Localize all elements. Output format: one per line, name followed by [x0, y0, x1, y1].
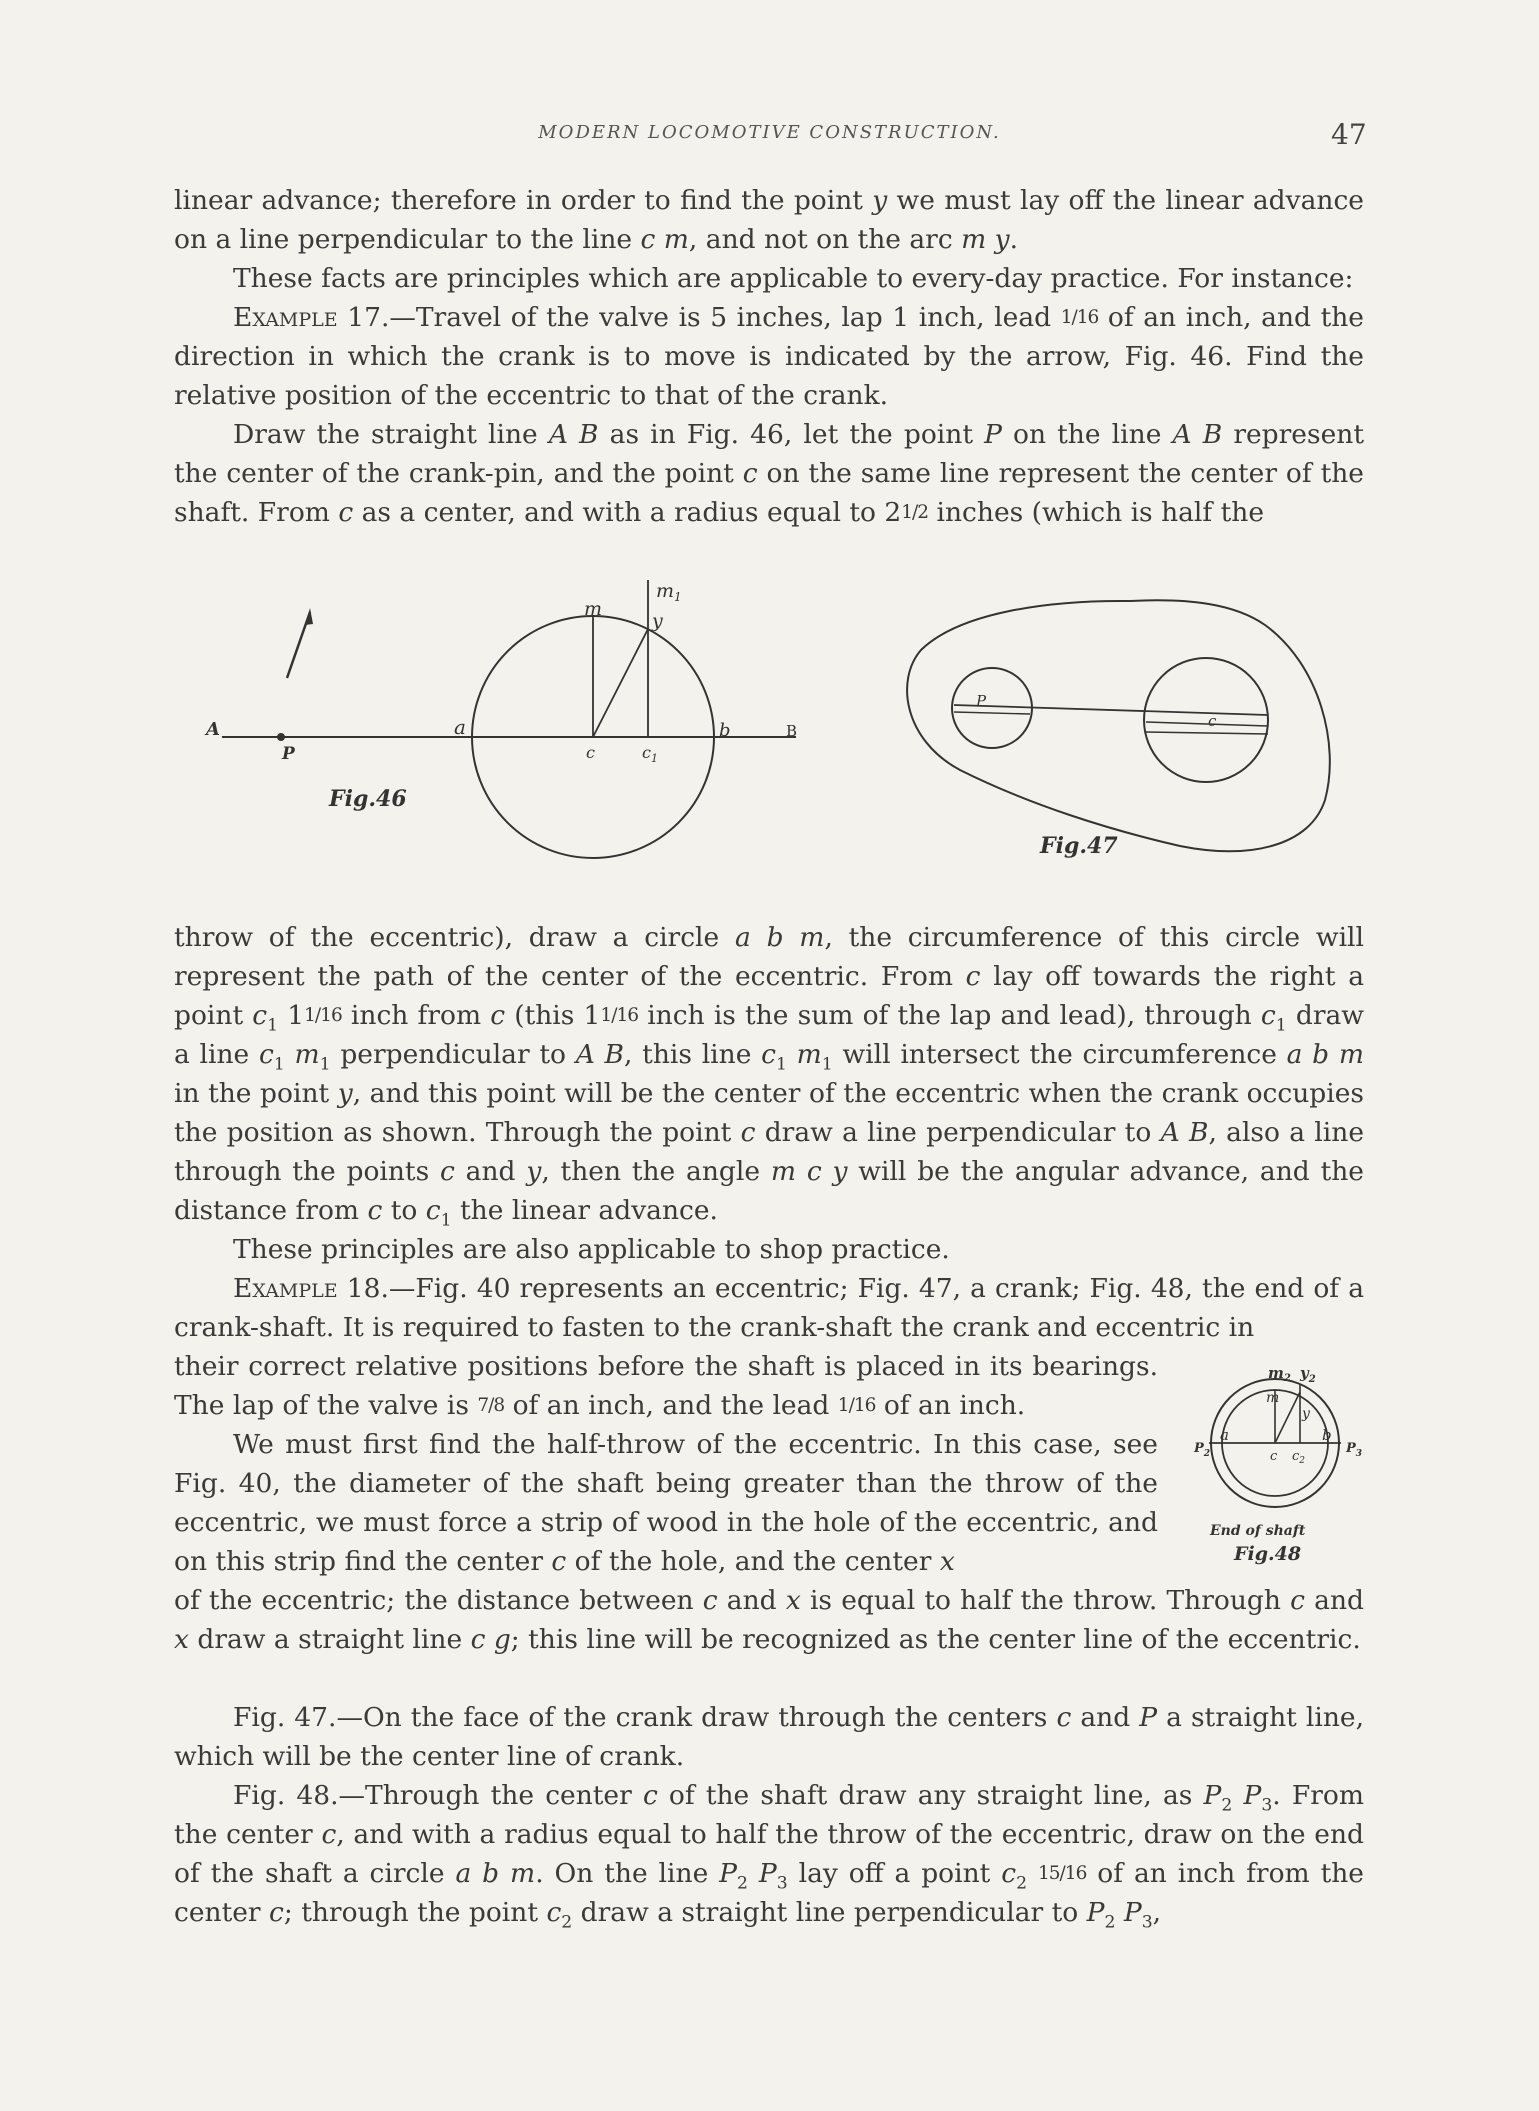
paragraph-example-18: Example 18.—Fig. 40 represents an eccentric; Fig. 47, a crank; Fig. 48, the end of a crank-shaft. It is required to fasten to the crank-shaft the crank and eccentric in [174, 1273, 1364, 1343]
fig47-caption: Fig.47 [1040, 833, 1118, 859]
fig46-caption: Fig.46 [329, 786, 407, 812]
label-c-47: c [1208, 712, 1217, 730]
label-p-47: P [976, 692, 987, 710]
label-c2-48: $c_2$ [1292, 1449, 1306, 1466]
paragraph-6: These principles are also applicable to shop practice. [233, 1234, 950, 1265]
label-m: m [584, 598, 603, 620]
paragraph-1: linear advance; therefore in order to find the point y we must lay off the linear advance on a line perpendicular to the line c m, and not on the arc m y. [174, 185, 1364, 255]
label-y: y [652, 610, 663, 632]
paragraph-10: Fig. 48.—Through the center c of the shaft draw any straight line, as $P_2$ $P_3$. From the center c, and with a radius equal to half the throw of the eccentric, draw on the end of the shaft a circle a b m. On the line $P_2$ $P_3$ lay off a point $c_2$ 15/16 of an inch from the center c; through the point $c_2$ draw a straight line perpendicular to $P_2$ $P_3$, [174, 1780, 1364, 1933]
label-p3: $P_3$ [1346, 1441, 1363, 1459]
paragraph-5: throw of the eccentric), draw a circle a b m, the circumference of this circle will represent the path of the center of the eccentric. From c lay off towards the right a point $c_1$ 11/16 inch from c (this 11/16 inch is the sum of the lap and lead), through $c_1$ draw a line $c_1$ $m_1$ perpendicular to A B, this line $c_1$ $m_1$ will intersect the circumference a b m in the point y, and this point will be the center of the eccentric when the crank occupies the position as shown. Through the point c draw a line perpendicular to A B, also a line through the points c and y, then the angle m c y will be the angular advance, and the distance from c to $c_1$ the linear advance. [174, 922, 1365, 1231]
page-number: 47 [1331, 118, 1367, 151]
paragraph-example-17: Example 17.—Travel of the valve is 5 inches, lap 1 inch, lead 1/16 of an inch, and the direction in which the crank is to move is indicated by the arrow, Fig. 46. Find the relative position of the eccentric to that of the crank. [174, 302, 1364, 412]
label-a-big: A [206, 719, 220, 740]
label-b: b [719, 720, 731, 741]
paragraph-8: We must first find the half-throw of the eccentric. In this case, see Fig. 40, the diameter of the shaft being greater than the throw of the eccentric, we must force a strip of wood in the hole of the eccentric, and on this strip find the center c of the hole, and the center x [174, 1429, 1158, 1577]
label-y2: $y_2$ [1300, 1364, 1316, 1385]
label-c: c [586, 743, 595, 762]
label-b-big: B [786, 722, 798, 740]
label-m1: $m_1$ [656, 580, 682, 604]
paragraph-2: These facts are principles which are applicable to every-day practice. For instance: [233, 263, 1354, 294]
fig48-subcaption: End of shaft [1210, 1523, 1306, 1539]
paragraph-8-cont: of the eccentric; the distance between c and x is equal to half the throw. Through c and x draw a straight line c g; this line will be recognized as the center line of the eccentric. [174, 1585, 1364, 1655]
fig48-caption: Fig.48 [1234, 1543, 1302, 1565]
label-y-48: y [1302, 1406, 1310, 1422]
label-c-48: c [1270, 1449, 1278, 1464]
label-a: a [454, 715, 466, 739]
label-b-48: b [1322, 1426, 1332, 1444]
label-p: P [282, 744, 295, 764]
label-a-48: a [1220, 1426, 1229, 1444]
label-c1: $c_1$ [642, 743, 658, 765]
paragraph-example-18-cont: their correct relative positions before the shaft is placed in its bearings. The lap of the valve is 7/8 of an inch, and the lead 1/16 of an inch. [174, 1351, 1158, 1421]
paragraph-4: Draw the straight line A B as in Fig. 46, let the point P on the line A B represent the center of the crank-pin, and the point c on the same line represent the center of the shaft. From c as a center, and with a radius equal to 21/2 inches (which is half the [174, 419, 1364, 528]
running-title: MODERN LOCOMOTIVE CONSTRUCTION. [538, 122, 1001, 143]
paragraph-9: Fig. 47.—On the face of the crank draw through the centers c and P a straight line, which will be the center line of crank. [174, 1702, 1364, 1772]
label-m-48: m [1266, 1390, 1280, 1406]
label-m2: $m_2$ [1268, 1364, 1291, 1384]
label-p2: $P_2$ [1194, 1441, 1211, 1459]
